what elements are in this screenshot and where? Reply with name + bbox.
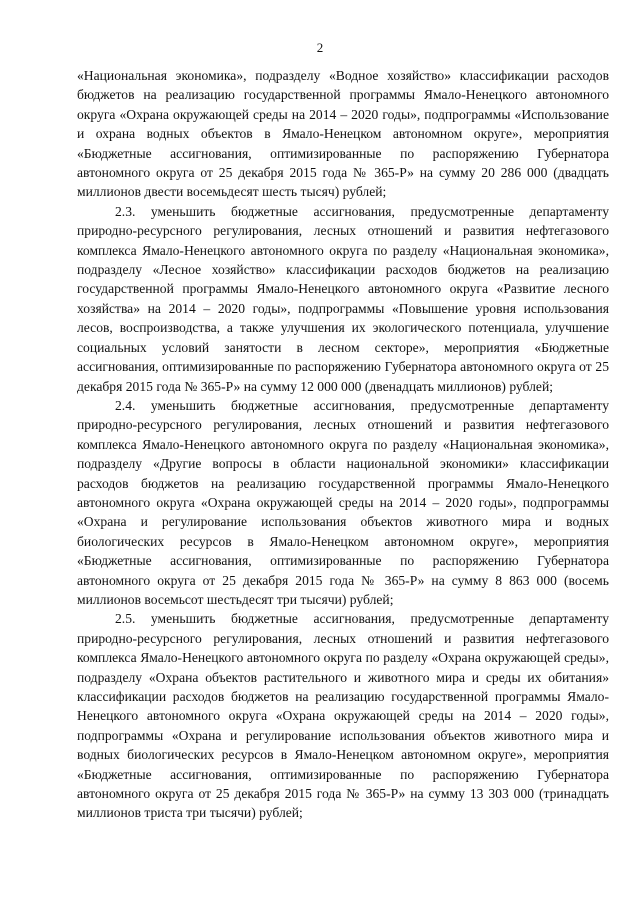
paragraph-item-2-4: 2.4. уменьшить бюджетные ассигнования, предусмотренные департаменту природно-ресурсного регулирования, лесных отношений и развития нефтегазового комплекса Ямало-Ненецкого автономного округа по разделу «Национальная экономика», подразделу «Другие вопросы в области национальной экономики» классификации расходов бюджетов на реализацию государственной программы Ямало-Ненецкого автономного округа «Охрана окружающей среды на 2014 – 2020 годы», подпрограммы «Охрана и регулирование использования объектов животного мира и водных биологических ресурсов в Ямало-Ненецком автономном округе», мероприятия «Бюджетные ассигнования, оптимизированные по распоряжению Губернатора автономного округа от 25 декабря 2015 года № 365-Р» на сумму 8 863 000 (восемь миллионов восемьсот шестьдесят три тысячи) рублей; bbox=[77, 397, 609, 607]
paragraph-continuation: «Национальная экономика», подразделу «Водное хозяйство» классификации расходов бюджетов на реализацию государственной программы Ямало-Ненецкого автономного округа «Охрана окружающей среды на 2014 – 2020 годы», подпрограммы «Использование и охрана водных объектов в Ямало-Ненецком автономном округе», мероприятия «Бюджетные ассигнования, оптимизированные по распоряжению Губернатора автономного округа от 25 декабря 2015 года № 365-Р» на сумму 20 286 000 (двадцать миллионов двести восемьдесят шесть тысяч) рублей; bbox=[77, 68, 609, 200]
paragraph-item-2-3: 2.3. уменьшить бюджетные ассигнования, предусмотренные департаменту природно-ресурсного регулирования, лесных отношений и развития нефтегазового комплекса Ямало-Ненецкого автономного округа по разделу «Национальная экономика», подразделу «Лесное хозяйство» классификации расходов бюджетов на реализацию государственной программы Ямало-Ненецкого автономного округа «Развитие лесного хозяйства» на 2014 – 2020 годы», подпрограммы «Повышение уровня использования лесов, воспроизводства, а также улучшения их экологического потенциала, улучшение социальных условий занятости в лесном секторе», мероприятия «Бюджетные ассигнования, оптимизированные по распоряжению Губернатора автономного округа от 25 декабря 2015 года № 365-Р» на сумму 12 000 000 (двенадцать миллионов) рублей; bbox=[77, 203, 609, 394]
page-number: 2 bbox=[316, 40, 324, 55]
document-body bbox=[77, 66, 609, 823]
paragraph-item-2-5: 2.5. уменьшить бюджетные ассигнования, предусмотренные департаменту природно-ресурсного регулирования, лесных отношений и развития нефтегазового комплекса Ямало-Ненецкого автономного округа по разделу «Охрана окружающей среды», подразделу «Охрана объектов растительного и животного мира и среды их обитания» классификации расходов бюджетов на реализацию государственной программы Ямало-Ненецкого автономного округа «Охрана окружающей среды на 2014 – 2020 годы», подпрограммы «Охрана и регулирование использования объектов животного мира и водных биологических ресурсов в Ямало-Ненецком автономном округе», мероприятия «Бюджетные ассигнования, оптимизированные по распоряжению Губернатора автономного округа от 25 декабря 2015 года № 365-Р» на сумму 13 303 000 (тринадцать миллионов триста три тысячи) рублей; bbox=[77, 611, 609, 821]
